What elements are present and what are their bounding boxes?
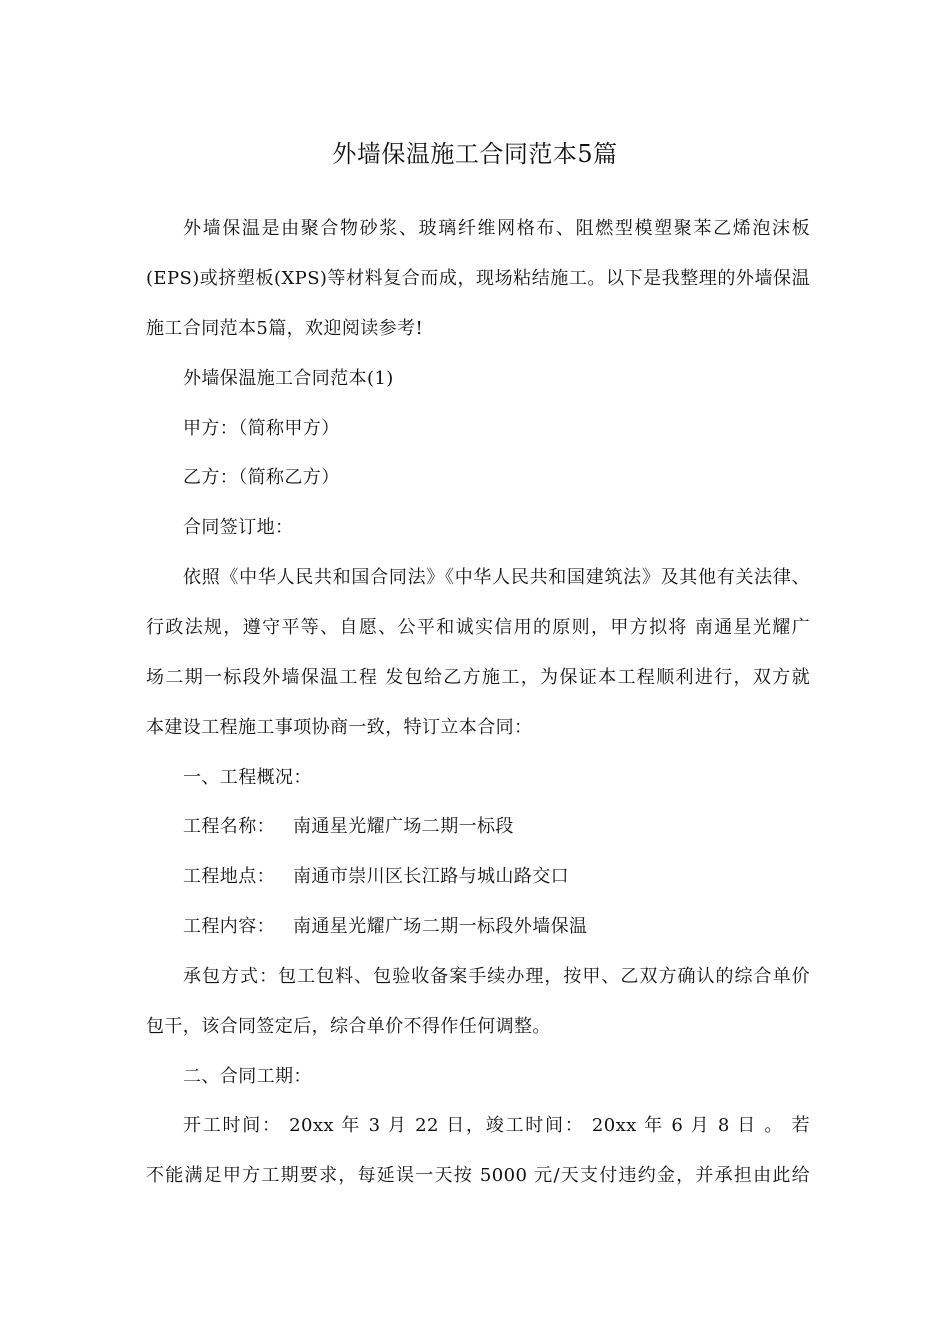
project-site-value: 南通市崇川区长江路与城山路交口 [293,866,569,887]
contract-mode-line-1: 承包方式：包工包料、包验收备案手续办理，按甲、乙双方确认的综合单价 [183,966,810,987]
sign-place: 合同签订地： [183,517,294,538]
project-content-row [183,911,810,943]
preamble-line-2: 行政法规，遵守平等、自愿、公平和诚实信用的原则，甲方拟将 南通星光耀广 [146,617,810,638]
contract-mode-line-2: 包干，该合同签定后，综合单价不得作任何调整。 [146,1016,551,1037]
project-name-row [183,811,810,843]
schedule-line-1: 开工时间： 20xx 年 3 月 22 日，竣工时间： 20xx 年 6 月 8 日 。 若 [183,1115,810,1136]
project-site-label: 工程地点： [183,866,275,887]
part1-heading: 一、工程概况： [183,767,312,788]
section-heading: 外墙保温施工合同范本(1) [183,368,394,389]
intro-line-1: 外墙保温是由聚合物砂浆、玻璃纤维网格布、阻燃型模塑聚苯乙烯泡沫板 [183,218,810,239]
preamble-line-1: 依照《中华人民共和国合同法》《中华人民共和国建筑法》及其他有关法律、 [183,567,810,588]
document-title: 外墙保温施工合同范本5篇 [332,140,618,168]
intro-line-2: (EPS)或挤塑板(XPS)等材料复合而成，现场粘结施工。以下是我整理的外墙保温 [146,268,810,289]
project-site-row [183,861,810,893]
intro-line-3: 施工合同范本5篇，欢迎阅读参考! [146,318,424,339]
party-a: 甲方：（简称甲方） [183,418,340,439]
project-content-value: 南通星光耀广场二期一标段外墙保温 [293,916,588,937]
schedule-line-2: 不能满足甲方工期要求，每延误一天按 5000 元/天支付违约金，并承担由此给 [146,1165,810,1186]
party-b: 乙方：（简称乙方） [183,467,340,488]
preamble-line-3: 场二期一标段外墙保温工程 发包给乙方施工，为保证本工程顺利进行，双方就 [146,667,810,688]
project-content-label: 工程内容： [183,916,275,937]
part2-heading: 二、合同工期： [183,1066,312,1087]
preamble-line-4: 本建设工程施工事项协商一致，特订立本合同： [146,717,533,738]
project-name-label: 工程名称： [183,816,275,837]
project-name-value: 南通星光耀广场二期一标段 [293,816,514,837]
